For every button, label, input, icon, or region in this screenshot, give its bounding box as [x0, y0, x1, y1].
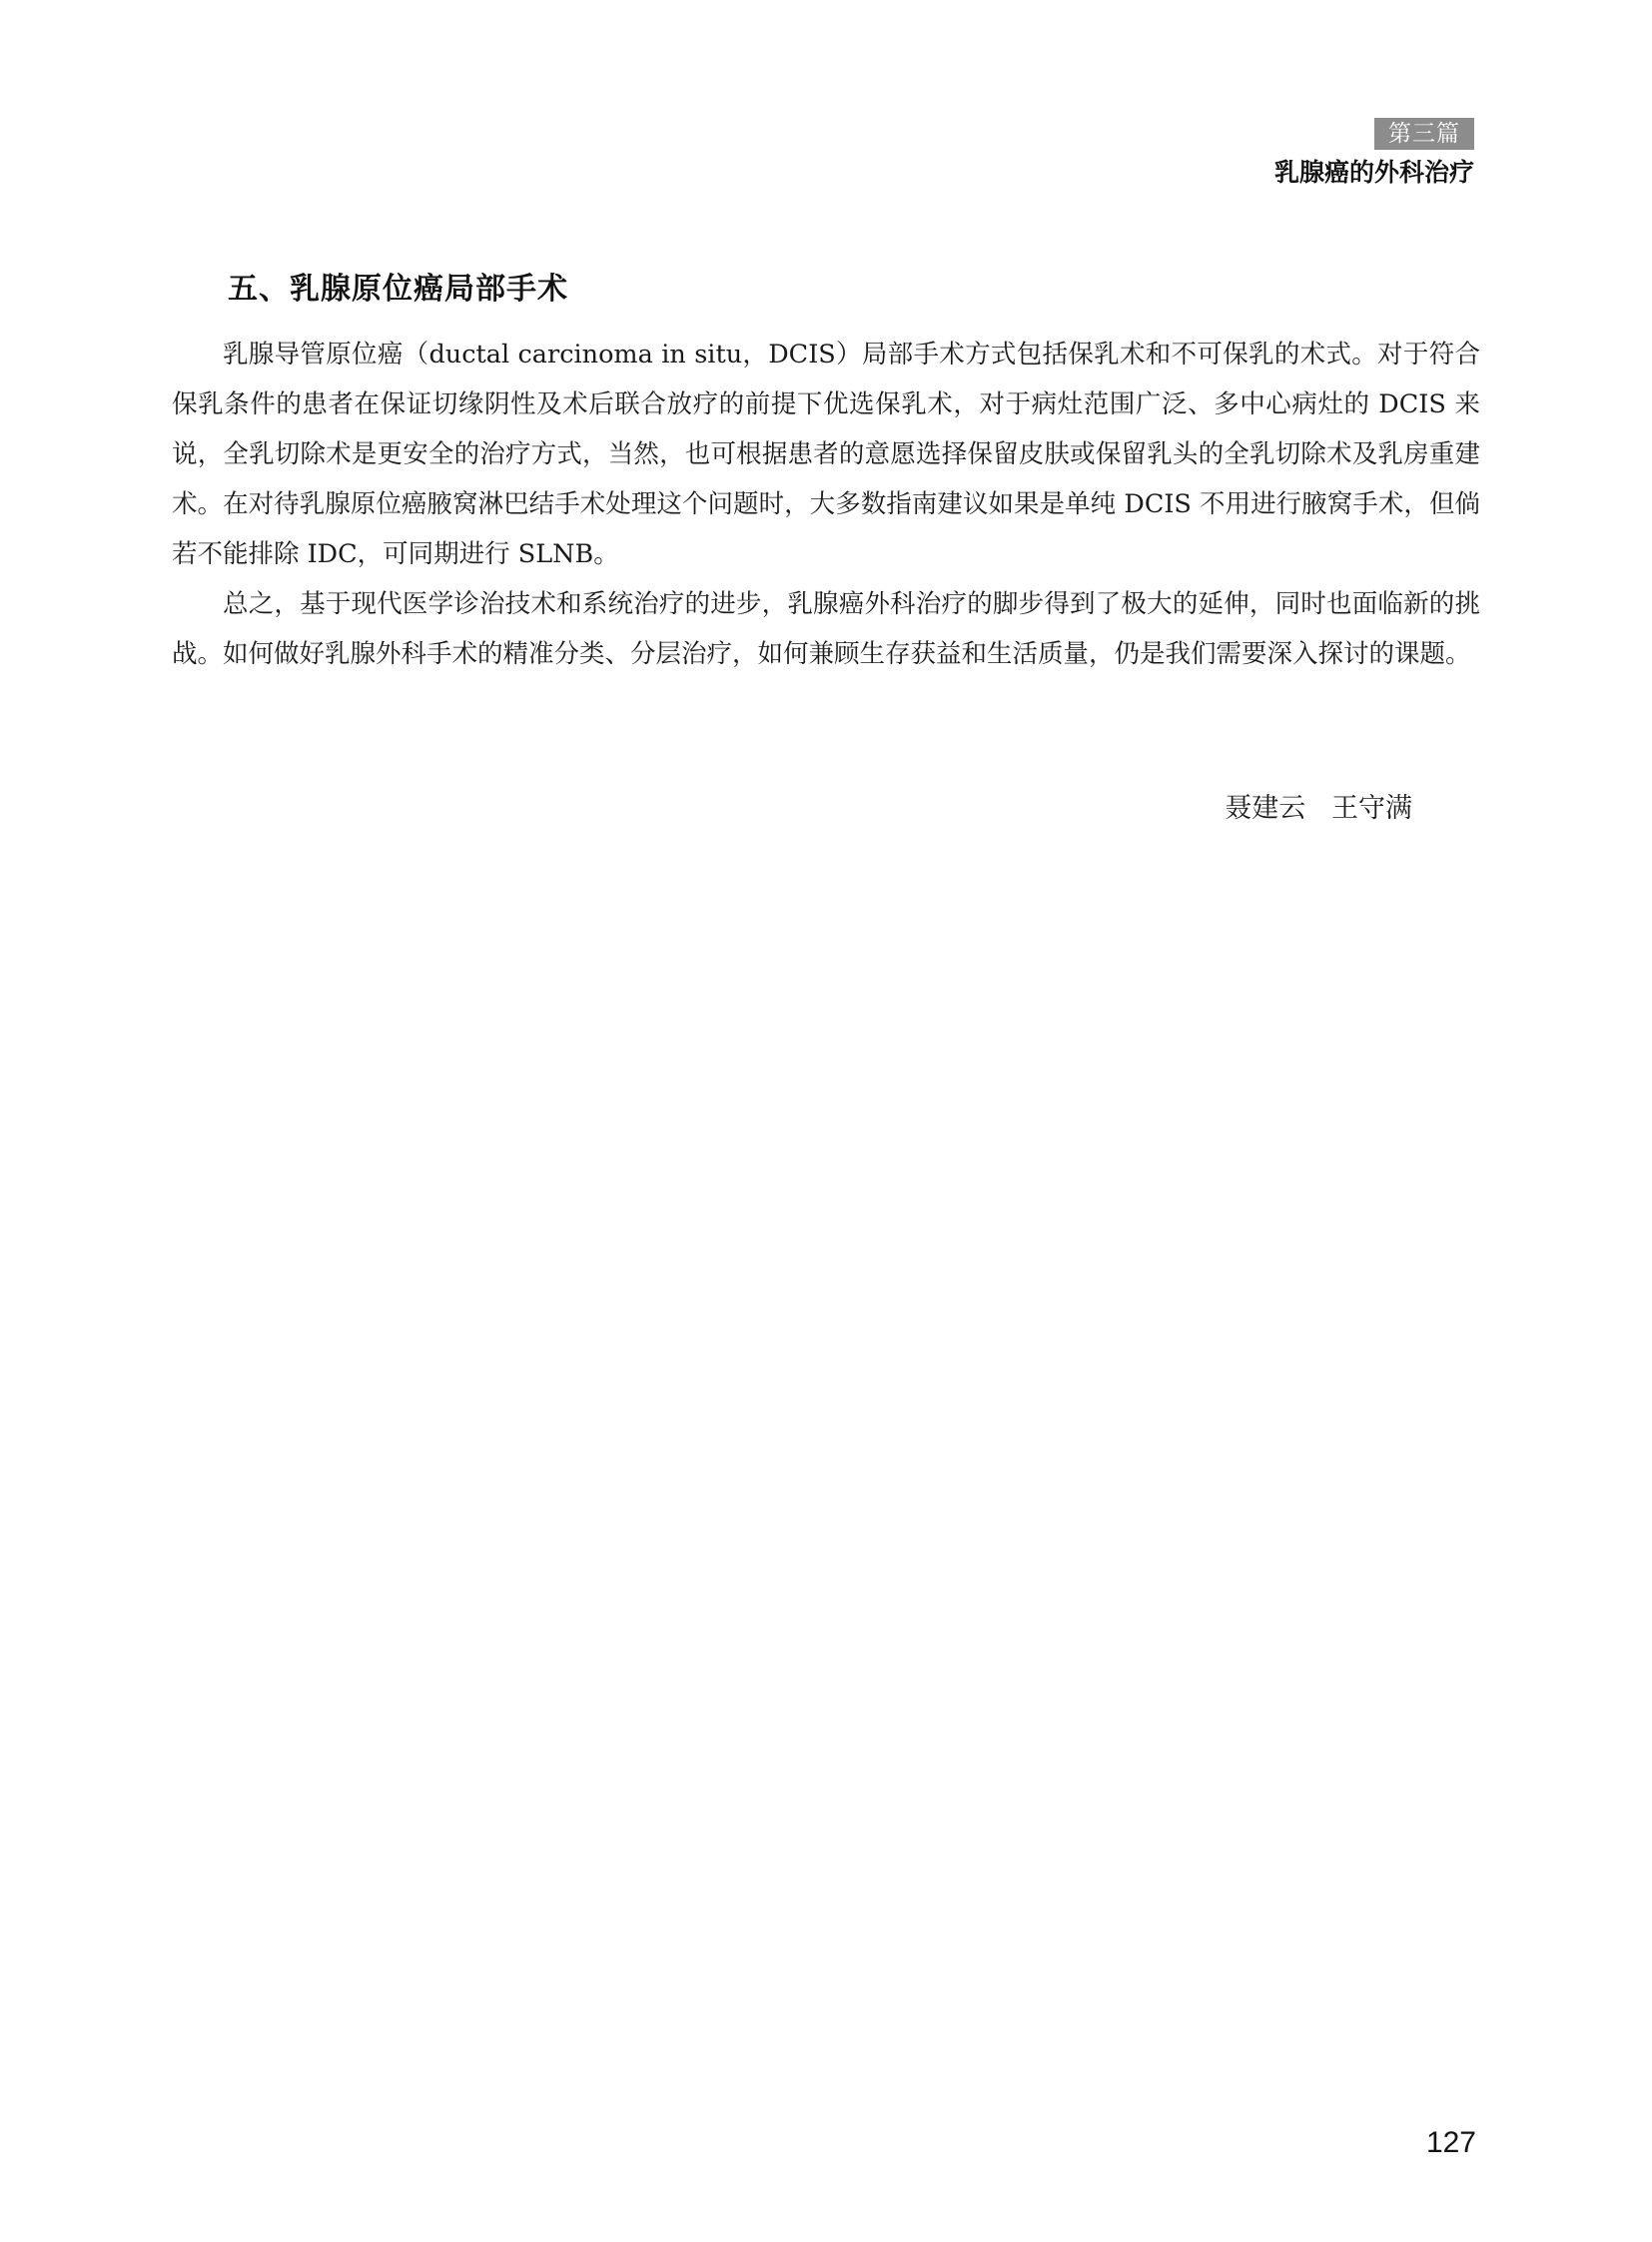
section-title: 五、乳腺原位癌局部手术 [228, 272, 568, 307]
page-number: 127 [1425, 2126, 1476, 2159]
authors: 聂建云 王守满 [1225, 793, 1412, 824]
running-header [1274, 118, 1474, 190]
chapter-title: 乳腺癌的外科治疗 [1273, 158, 1474, 187]
paragraph-summary: 总之，基于现代医学诊治技术和系统治疗的进步，乳腺癌外科治疗的脚步得到了极大的延伸，同时也面临新的挑战。如何做好乳腺外科手术的精准分类、分层治疗，如何兼顾生存获益和生活质量，仍是我们需要深入探讨的课题。 [172, 589, 1480, 669]
paragraph-dcis-surgery: 乳腺导管原位癌（ductal carcinoma in situ，DCIS）局部手术方式包括保乳术和不可保乳的术式。对于符合保乳条件的患者在保证切缘阴性及术后联合放疗的前提下优选保乳术，对于病灶范围广泛、多中心病灶的 DCIS 来说，全乳切除术是更安全的治疗方式，当然，也可根据患者的意愿选择保留皮肤或保留乳头的全乳切除术及乳房重建术。在对待乳腺原位癌腋窝淋巴结手术处理这个问题时，大多数指南建议如果是单纯 DCIS 不用进行腋窝手术，但倘若不能排除 IDC，可同期进行 SLNB。 [172, 340, 1480, 569]
part-label-badge: 第三篇 [1374, 118, 1474, 150]
body-text [172, 330, 1480, 679]
